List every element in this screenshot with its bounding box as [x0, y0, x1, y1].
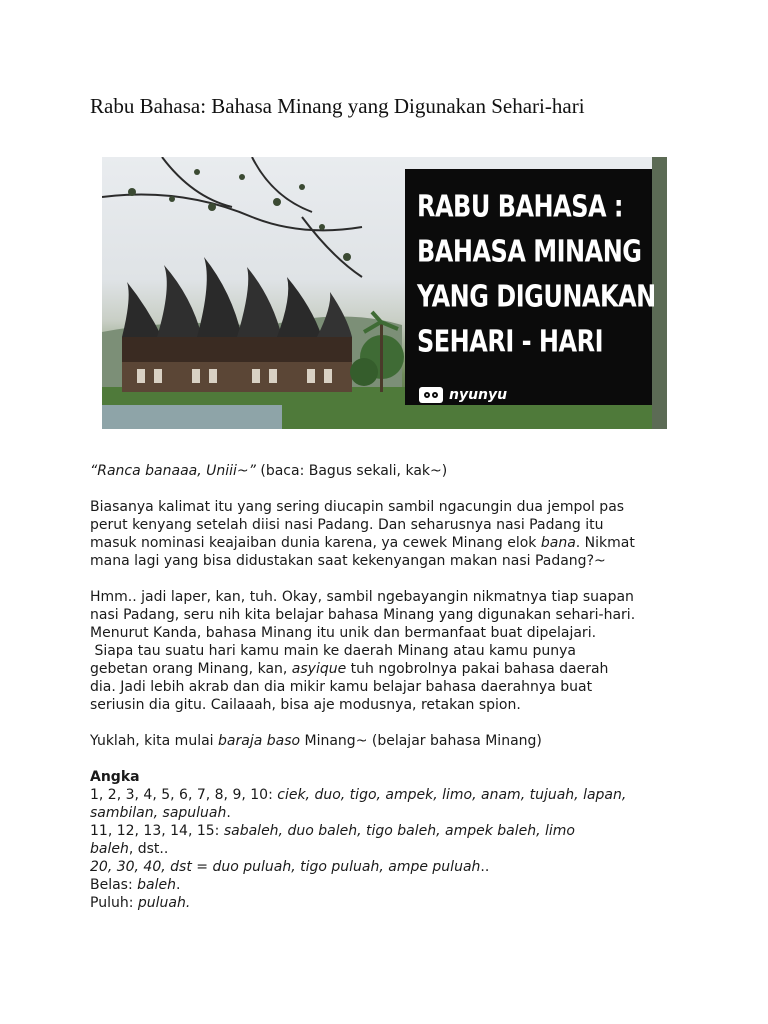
text-segment: Belas: [90, 877, 138, 893]
banner-line-1: RABU BAHASA : [417, 189, 624, 224]
text-italic: ciek, duo, tigo, ampek, limo, anam, tujuah, lapan, [277, 787, 627, 803]
text-italic: baleh [137, 877, 176, 893]
text-line [90, 822, 690, 840]
text-line [90, 534, 690, 552]
eyes-icon [419, 387, 443, 403]
text-line: dia. Jadi lebih akrab dan dia mikir kamu belajar bahasa daerahnya buat [90, 679, 593, 695]
article-body [90, 462, 690, 912]
text-line: Biasanya kalimat itu yang sering diucapin sambil ngacungin dua jempol pas [90, 499, 625, 515]
text-segment: .. [480, 859, 490, 875]
banner-line-3: YANG DIGUNAKAN [417, 279, 656, 314]
text-italic: sambilan, sapuluah [90, 805, 227, 821]
section-heading-angka: Angka [90, 769, 140, 785]
text-italic: baleh [90, 841, 129, 857]
text-italic: 20, 30, 40, dst = duo puluah, tigo puluah, ampe puluah [90, 859, 481, 875]
angka-section [90, 768, 690, 912]
text-line [90, 804, 690, 822]
text-line [90, 894, 690, 912]
quote-translation: (baca: Bagus sekali, kak~) [255, 463, 448, 479]
text-line: Menurut Kanda, bahasa Minang itu unik dan bermanfaat buat dipelajari. [90, 625, 597, 641]
banner-title-box [405, 169, 656, 405]
quote-paragraph [90, 462, 690, 480]
text-segment: . Nikmat [575, 535, 635, 551]
text-line: perut kenyang setelah diisi nasi Padang. Dan seharusnya nasi Padang itu [90, 517, 604, 533]
nyunyu-logo [419, 387, 507, 403]
text-line: Siapa tau suatu hari kamu main ke daerah Minang atau kamu punya [90, 643, 576, 659]
text-line: mana lagi yang bisa didustakan saat kekenyangan makan nasi Padang?~ [90, 553, 606, 569]
text-line: seriusin dia gitu. Cailaaah, bisa aje modusnya, retakan spion. [90, 697, 521, 713]
text-italic: sabaleh, duo baleh, tigo baleh, ampek baleh, limo [223, 823, 575, 839]
text-line [90, 786, 690, 804]
text-line: Hmm.. jadi laper, kan, tuh. Okay, sambil ngebayangin nikmatnya tiap suapan [90, 589, 634, 605]
text-line: nasi Padang, seru nih kita belajar bahasa Minang yang digunakan sehari-hari. [90, 607, 636, 623]
text-italic: asyique [291, 661, 347, 677]
logo-text: nyunyu [449, 387, 508, 403]
text-italic: puluah. [137, 895, 191, 911]
text-italic: bana [540, 535, 576, 551]
text-segment: . [176, 877, 181, 893]
text-segment: 11, 12, 13, 14, 15: [90, 823, 224, 839]
text-segment: Minang~ (belajar bahasa Minang) [300, 733, 542, 749]
paragraph-2 [90, 588, 690, 714]
text-segment: masuk nominasi keajaiban dunia karena, ya cewek Minang elok [90, 535, 541, 551]
paragraph-1 [90, 498, 690, 570]
quote-italic: “Ranca banaaa, Uniii~” [90, 463, 256, 479]
paragraph-3 [90, 732, 690, 750]
text-segment: , dst.. [128, 841, 169, 857]
text-italic: baraja baso [218, 733, 301, 749]
banner-line-4: SEHARI - HARI [417, 324, 603, 359]
text-segment: Puluh: [90, 895, 138, 911]
text-segment: gebetan orang Minang, kan, [90, 661, 292, 677]
text-segment: tuh ngobrolnya pakai bahasa daerah [346, 661, 609, 677]
banner-image [102, 157, 667, 429]
text-line [90, 660, 690, 678]
text-segment: Yuklah, kita mulai [90, 733, 219, 749]
banner-line-2: BAHASA MINANG [417, 234, 642, 269]
text-line [90, 840, 690, 858]
text-segment: 1, 2, 3, 4, 5, 6, 7, 8, 9, 10: [90, 787, 278, 803]
page-title: Rabu Bahasa: Bahasa Minang yang Digunakan Sehari-hari [90, 94, 585, 118]
text-segment: . [226, 805, 231, 821]
text-line [90, 876, 690, 894]
text-line [90, 858, 690, 876]
